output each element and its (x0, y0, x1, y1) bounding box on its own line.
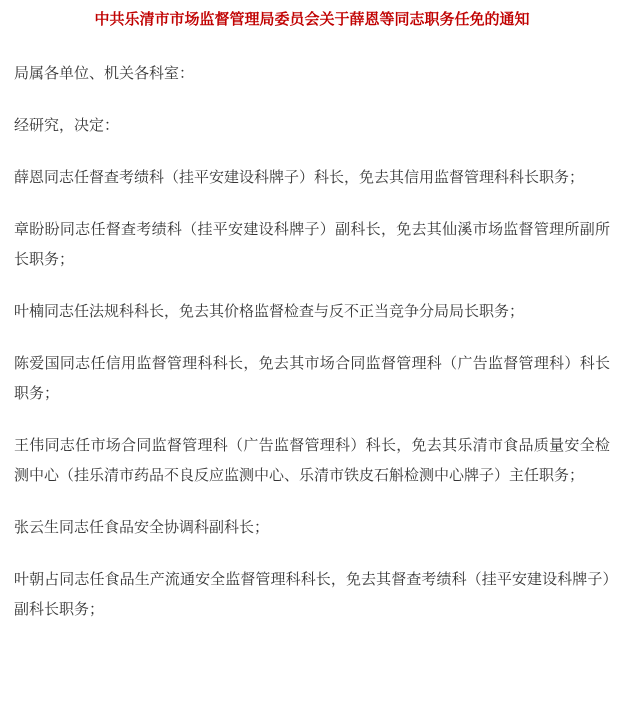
salutation: 局属各单位、机关各科室： (14, 64, 195, 82)
decision-intro: 经研究，决定： (14, 116, 120, 134)
appointment-item: 叶楠同志任法规科科长，免去其价格监督检查与反不正当竞争分局局长职务； (14, 302, 525, 320)
appointment-item: 张云生同志任食品安全协调科副科长； (14, 518, 270, 536)
document-title: 中共乐清市市场监督管理局委员会关于薛恩等同志职务任免的通知 (94, 10, 530, 28)
appointment-item: 陈爱国同志任信用监督管理科科长，免去其市场合同监督管理科（广告监督管理科）科长职务； (14, 354, 610, 402)
appointment-item: 薛恩同志任督查考绩科（挂平安建设科牌子）科长，免去其信用监督管理科科长职务； (14, 168, 585, 186)
appointment-item: 章盼盼同志任督查考绩科（挂平安建设科牌子）副科长，免去其仙溪市场监督管理所副所长职务； (14, 220, 610, 268)
appointment-item: 王伟同志任市场合同监督管理科（广告监督管理科）科长，免去其乐清市食品质量安全检测中心（挂乐清市药品不良反应监测中心、乐清市铁皮石斛检测中心牌子）主任职务； (14, 436, 610, 484)
appointment-item: 叶朝占同志任食品生产流通安全监督管理科科长，免去其督查考绩科（挂平安建设科牌子）副科长职务； (14, 570, 610, 618)
